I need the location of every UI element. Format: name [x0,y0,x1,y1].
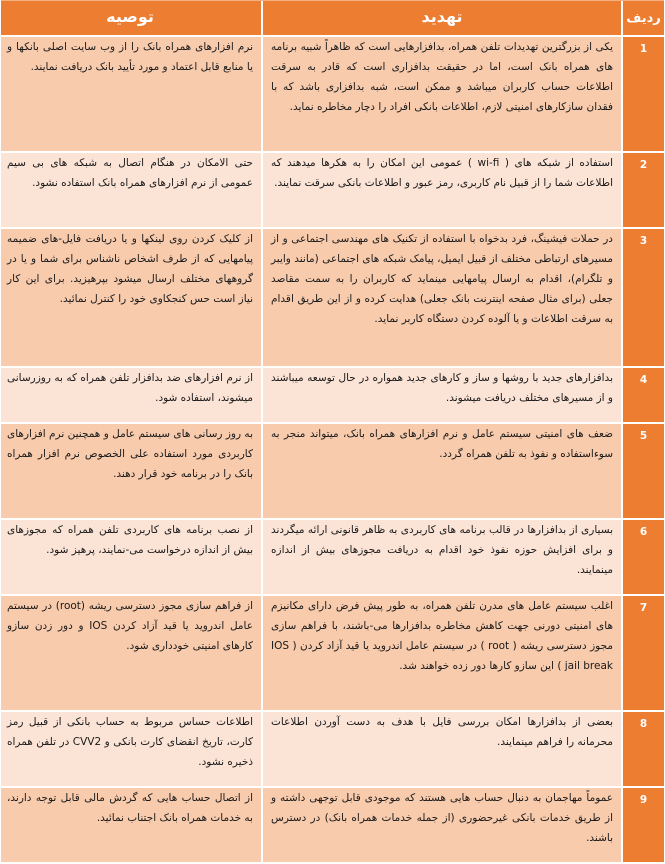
threat-text: اغلب سیستم عامل های مدرن تلفن همراه، به طور پیش فرض دارای مکانیزم های امنیتی دورنی جهت کاهش مخاطره بدافزارها می-باشند، با فراهم سازی مجوز دسترسی ریشه ( root ) در سیستم عامل اندروید یا قید آزاد کردن ( IOS ( jail break این سازو کارها دور زده خواهند شد. [261,596,621,710]
row-num: 6 [621,520,664,594]
row-num: 9 [621,788,664,862]
table-row [1,520,664,596]
table-row [1,153,664,229]
header-threat: تهدید [261,1,621,35]
header-recommendation: توصیه [1,1,261,35]
security-table [1,0,664,864]
row-num: 8 [621,712,664,786]
threat-text: بدافزارهای جدید با روشها و ساز و کارهای جدید همواره در حال توسعه میباشند و از مسیرهای مختلف دریافت میشوند. [261,368,621,422]
row-num: 4 [621,368,664,422]
recommendation-text: به روز رسانی های سیستم عامل و همچنین نرم افزارهای کاربردی مورد استفاده علی الخصوص نرم افزار همراه بانک را در برنامه خود قرار دهند. [1,424,261,518]
table-row [1,596,664,712]
threat-text: بسیاری از بدافزارها در قالب برنامه های کاربردی به ظاهر قانونی ارائه میگردند و برای افزایش حوزه نفوذ خود اقدام به دریافت مجوزهای بیش از اندازه مینمایند. [261,520,621,594]
table-row [1,712,664,788]
table-row [1,788,664,864]
threat-text: استفاده از شبکه های ( wi-fi ) عمومی این امکان را به هکرها میدهند که اطلاعات شما را از قبیل نام کاربری، رمز عبور و اطلاعات بانکی سرقت نمایند. [261,153,621,227]
recommendation-text: از اتصال حساب هایی که گردش مالی قابل توجه دارند، به خدمات همراه بانک اجتناب نمائید. [1,788,261,862]
row-num: 3 [621,229,664,366]
row-num: 1 [621,37,664,151]
recommendation-text: از نصب برنامه های کاربردی تلفن همراه که مجوزهای بیش از اندازه درخواست می-نمایند، پرهیز شود. [1,520,261,594]
row-num: 5 [621,424,664,518]
recommendation-text: از کلیک کردن روی لینکها و یا دریافت فایل-های ضمیمه پیامهایی که از طرف اشخاص ناشناس برای شما و یا در گروههای مختلف ارسال میشود بپرهیزید. برای این کار نیاز است حس کنجکاوی خود را کنترل نمائید. [1,229,261,366]
table-row [1,37,664,153]
threat-text: ضعف های امنیتی سیستم عامل و نرم افزارهای همراه بانک، میتواند منجر به سوءاستفاده و نفوذ به تلفن همراه گردد. [261,424,621,518]
table-row [1,424,664,520]
recommendation-text: اطلاعات حساس مربوط به حساب بانکی از قبیل رمز کارت، تاریخ انقضای کارت بانکی و CVV2 در تلفن همراه ذخیره نشود. [1,712,261,786]
header-num: ردیف [621,1,664,35]
threat-text: بعضی از بدافزارها امکان بررسی فایل با هدف به دست آوردن اطلاعات محرمانه را فراهم مینمایند. [261,712,621,786]
recommendation-text: از فراهم سازی مجوز دسترسی ریشه (root) در سیستم عامل اندروید یا قید آزاد کردن IOS و دور زدن سازو کارهای امنیتی خودداری شود. [1,596,261,710]
recommendation-text: از نرم افزارهای ضد بدافزار تلفن همراه که به روزرسانی میشوند، استفاده شود. [1,368,261,422]
recommendation-text: نرم افزارهای همراه بانک را از وب سایت اصلی بانکها و یا منابع قابل اعتماد و مورد تأیید بانک دریافت نمایند. [1,37,261,151]
table-header-row [1,1,664,37]
table-row [1,229,664,368]
threat-text: یکی از بزرگترین تهدیدات تلفن همراه، بدافزارهایی است که ظاهراً شبیه برنامه های همراه بانک است، اما در حقیقت بدافزاری است که قادر به سرقت اطلاعات حساب کاربران میباشد و ممکن است، شبه بدافزاری باشد که با فقدان سازکارهای امنیتی لازم، اطلاعات بانکی افراد را دچار مخاطره نماید. [261,37,621,151]
recommendation-text: حتی الامکان در هنگام اتصال به شبکه های بی سیم عمومی از نرم افزارهای همراه بانک استفاده نشود. [1,153,261,227]
row-num: 2 [621,153,664,227]
threat-text: در حملات فیشینگ، فرد بدخواه با استفاده از تکنیک های مهندسی اجتماعی و از مسیرهای ارتباطی مختلف از قبیل ایمیل، پیامک شبکه های اجتماعی (مانند وایبر و تلگرام)، اقدام به ارسال پیامهایی مینماید که کاربران را به سمت مقاصد جعلی (برای مثال صفحه اینترنت بانک جعلی) هدایت کرده و از این طریق اقدام به سرقت اطلاعات و یا آلوده کردن دستگاه کاربر نماید. [261,229,621,366]
threat-text: عموماً مهاجمان به دنبال حساب هایی هستند که موجودی قابل توجهی داشته و از طریق خدمات بانکی غیرحضوری (از جمله خدمات همراه بانک) در دسترس باشند. [261,788,621,862]
table-row [1,368,664,424]
row-num: 7 [621,596,664,710]
